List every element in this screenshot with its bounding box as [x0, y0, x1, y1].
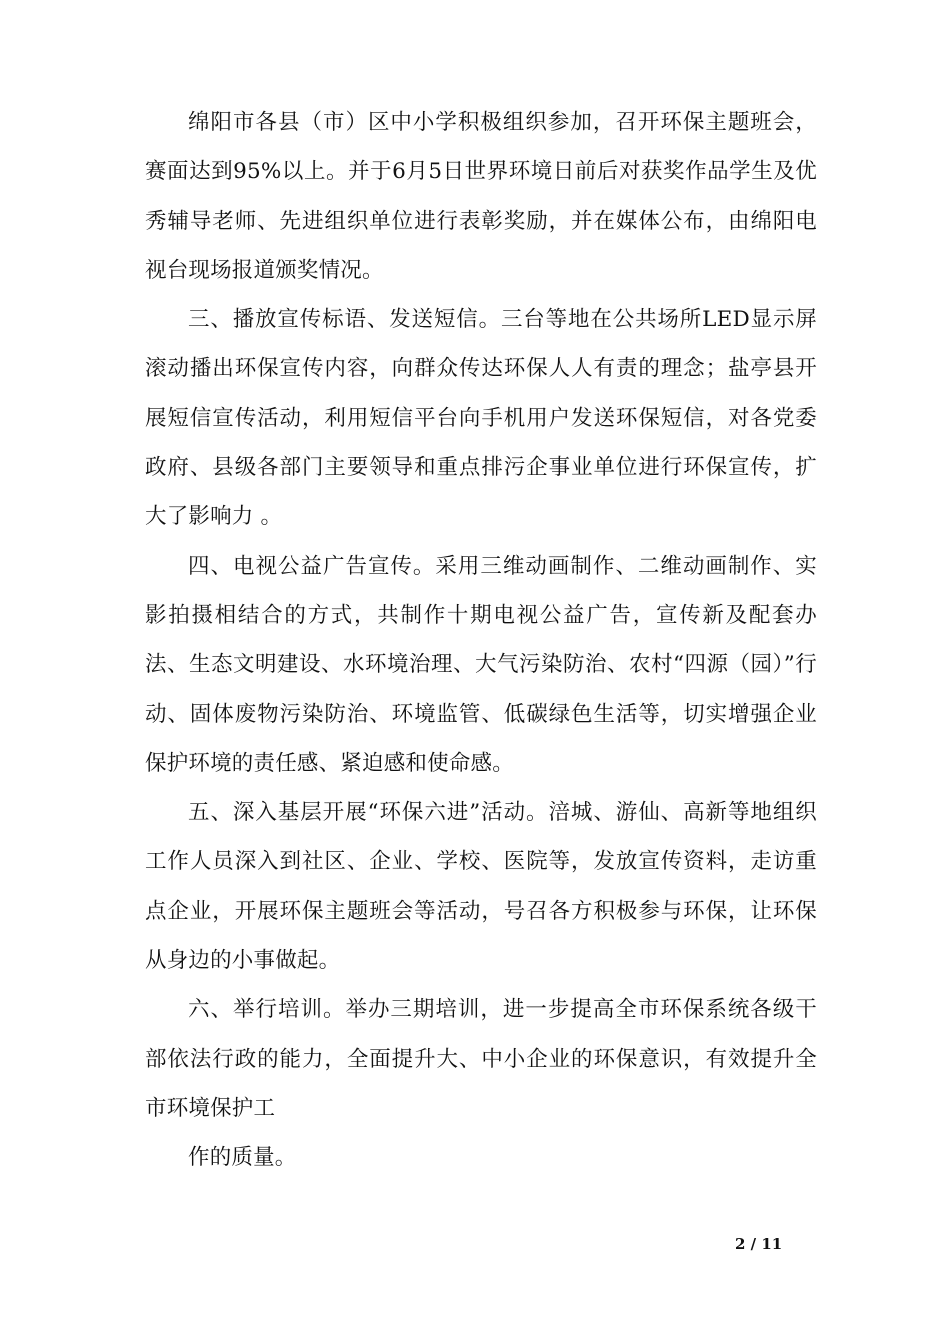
paragraph-6: 作的质量。 [188, 1145, 297, 1171]
paragraph-3: 四、电视公益广告宣传。采用三维动画制作、二维动画制作、实影拍摄相结合的方式，共制作十期电视公益广告，宣传新及配套办法、生态文明建设、水环境治理、大气污染防治、农村“四源（园）”行动、固体废物污染防治、环境监管、低碳绿色生活等，切实增强企业保护环境的责任感、紧迫感和使命感。 [145, 553, 817, 776]
paragraph-4: 五、深入基层开展“环保六进”活动。涪城、游仙、高新等地组织工作人员深入到社区、企业、学校、医院等，发放宣传资料，走访重点企业，开展环保主题班会等活动，号召各方积极参与环保，让环保从身边的小事做起。 [145, 800, 817, 974]
paragraph-2: 三、播放宣传标语、发送短信。三台等地在公共场所LED显示屏滚动播出环保宣传内容，向群众传达环保人人有责的理念；盐亭县开展短信宣传活动，利用短信平台向手机用户发送环保短信，对各党委政府、县级各部门主要领导和重点排污企事业单位进行环保宣传，扩大了影响力 。 [145, 307, 817, 530]
paragraph-1: 绵阳市各县（市）区中小学积极组织参加，召开环保主题班会，赛面达到95%以上。并于6月5日世界环境日前后对获奖作品学生及优秀辅导老师、先进组织单位进行表彰奖励，并在媒体公布，由绵阳电视台现场报道颁奖情况。 [145, 110, 817, 283]
document-body [145, 98, 817, 1183]
paragraph-5: 六、举行培训。举办三期培训，进一步提高全市环保系统各级干部依法行政的能力，全面提升大、中小企业的环保意识，有效提升全市环境保护工 [145, 997, 817, 1121]
page-number: 2 / 11 [735, 1235, 783, 1253]
